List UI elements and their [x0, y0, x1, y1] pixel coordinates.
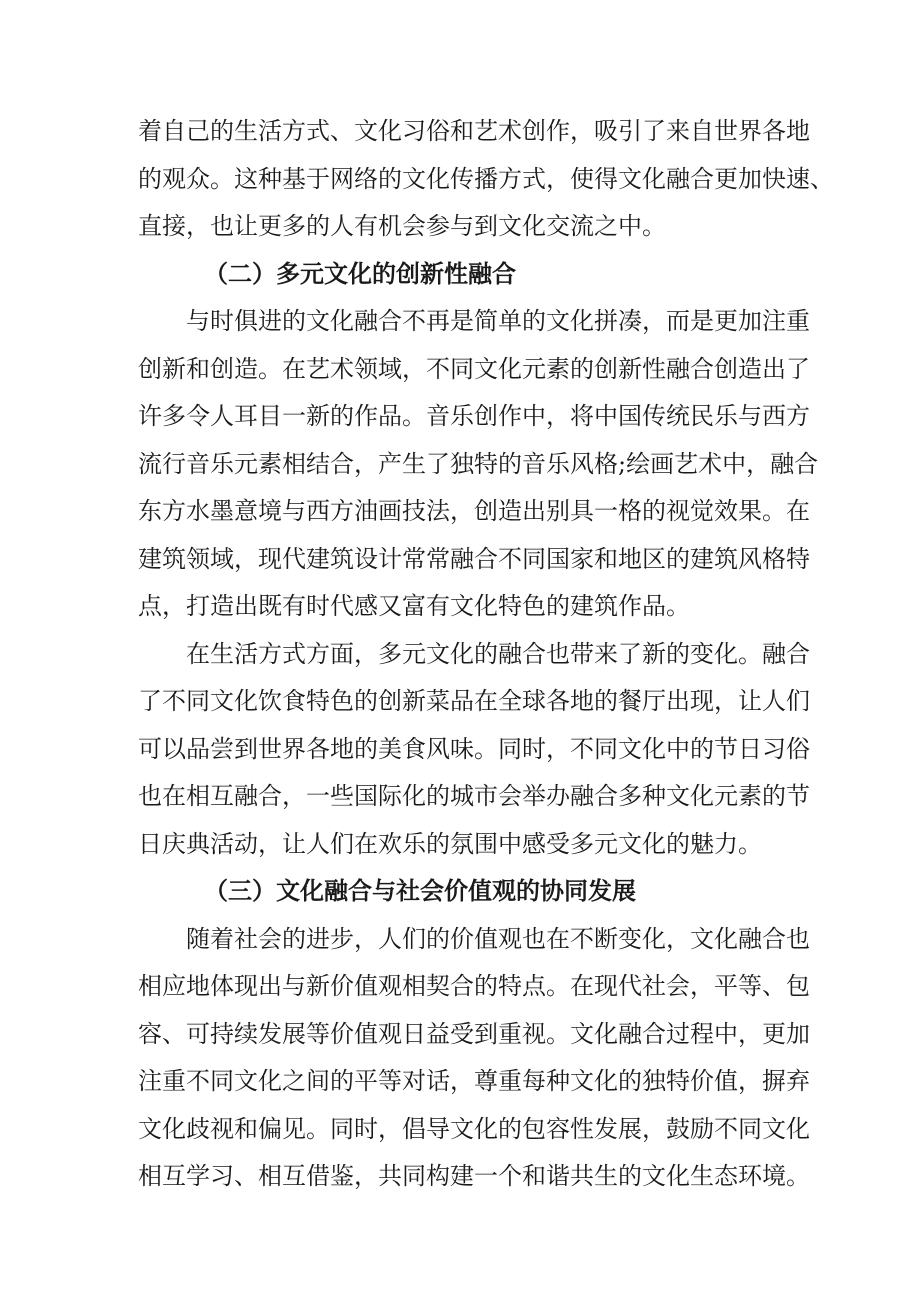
section-heading-2: （二）多元文化的创新性融合	[204, 259, 516, 288]
section-2-paragraph-2	[138, 631, 810, 869]
text-line: 容、可持续发展等价值观日益受到重视。文化融合过程中，更加	[138, 1019, 810, 1048]
text-line: 了不同文化饮食特色的创新菜品在全球各地的餐厅出现，让人们	[138, 687, 810, 715]
text-line: 文化歧视和偏见。同时，倡导文化的包容性发展，鼓励不同文化	[138, 1114, 810, 1143]
text-line: 的观众。这种基于网络的文化传播方式，使得文化融合更加快速、	[138, 164, 834, 193]
text-line: 注重不同文化之间的平等对话，尊重每种文化的独特价值，摒弃	[138, 1067, 810, 1095]
text-line: 着自己的生活方式、文化习俗和艺术创作，吸引了来自世界各地	[138, 117, 810, 145]
text-line: 东方水墨意境与西方油画技法，创造出别具一格的视觉效果。在	[138, 497, 810, 525]
text-line: 直接，也让更多的人有机会参与到文化交流之中。	[138, 212, 666, 240]
text-line: 创新和创造。在艺术领域，不同文化元素的创新性融合创造出了	[138, 354, 810, 383]
document-body	[138, 108, 834, 1201]
text-line: 相互学习、相互借鉴，共同构建一个和谐共生的文化生态环境。	[138, 1162, 810, 1190]
text-line: 随着社会的进步，人们的价值观也在不断变化，文化融合也	[186, 924, 810, 953]
text-line: 也在相互融合，一些国际化的城市会举办融合多种文化元素的节	[138, 782, 810, 810]
paragraph-continued	[138, 108, 834, 251]
text-line: 在生活方式方面，多元文化的融合也带来了新的变化。融合	[186, 639, 810, 668]
section-2-paragraph-1	[138, 298, 819, 631]
section-heading-3: （三）文化融合与社会价值观的协同发展	[204, 877, 636, 905]
text-line: 可以品尝到世界各地的美食风味。同时，不同文化中的节日习俗	[138, 734, 810, 763]
text-line: 流行音乐元素相结合，产生了独特的音乐风格;绘画艺术中，融合	[138, 449, 819, 478]
section-3-paragraph-1	[138, 916, 810, 1201]
text-line: 日庆典活动，让人们在欢乐的氛围中感受多元文化的魅力。	[138, 829, 762, 858]
text-line: 与时俱进的文化融合不再是简单的文化拼凑，而是更加注重	[186, 307, 810, 335]
text-line: 相应地体现出与新价值观相契合的特点。在现代社会，平等、包	[138, 972, 810, 1000]
text-line: 许多令人耳目一新的作品。音乐创作中，将中国传统民乐与西方	[138, 402, 810, 430]
text-line: 点，打造出既有时代感又富有文化特色的建筑作品。	[138, 592, 690, 620]
text-line: 建筑领域，现代建筑设计常常融合不同国家和地区的建筑风格特	[138, 544, 810, 573]
